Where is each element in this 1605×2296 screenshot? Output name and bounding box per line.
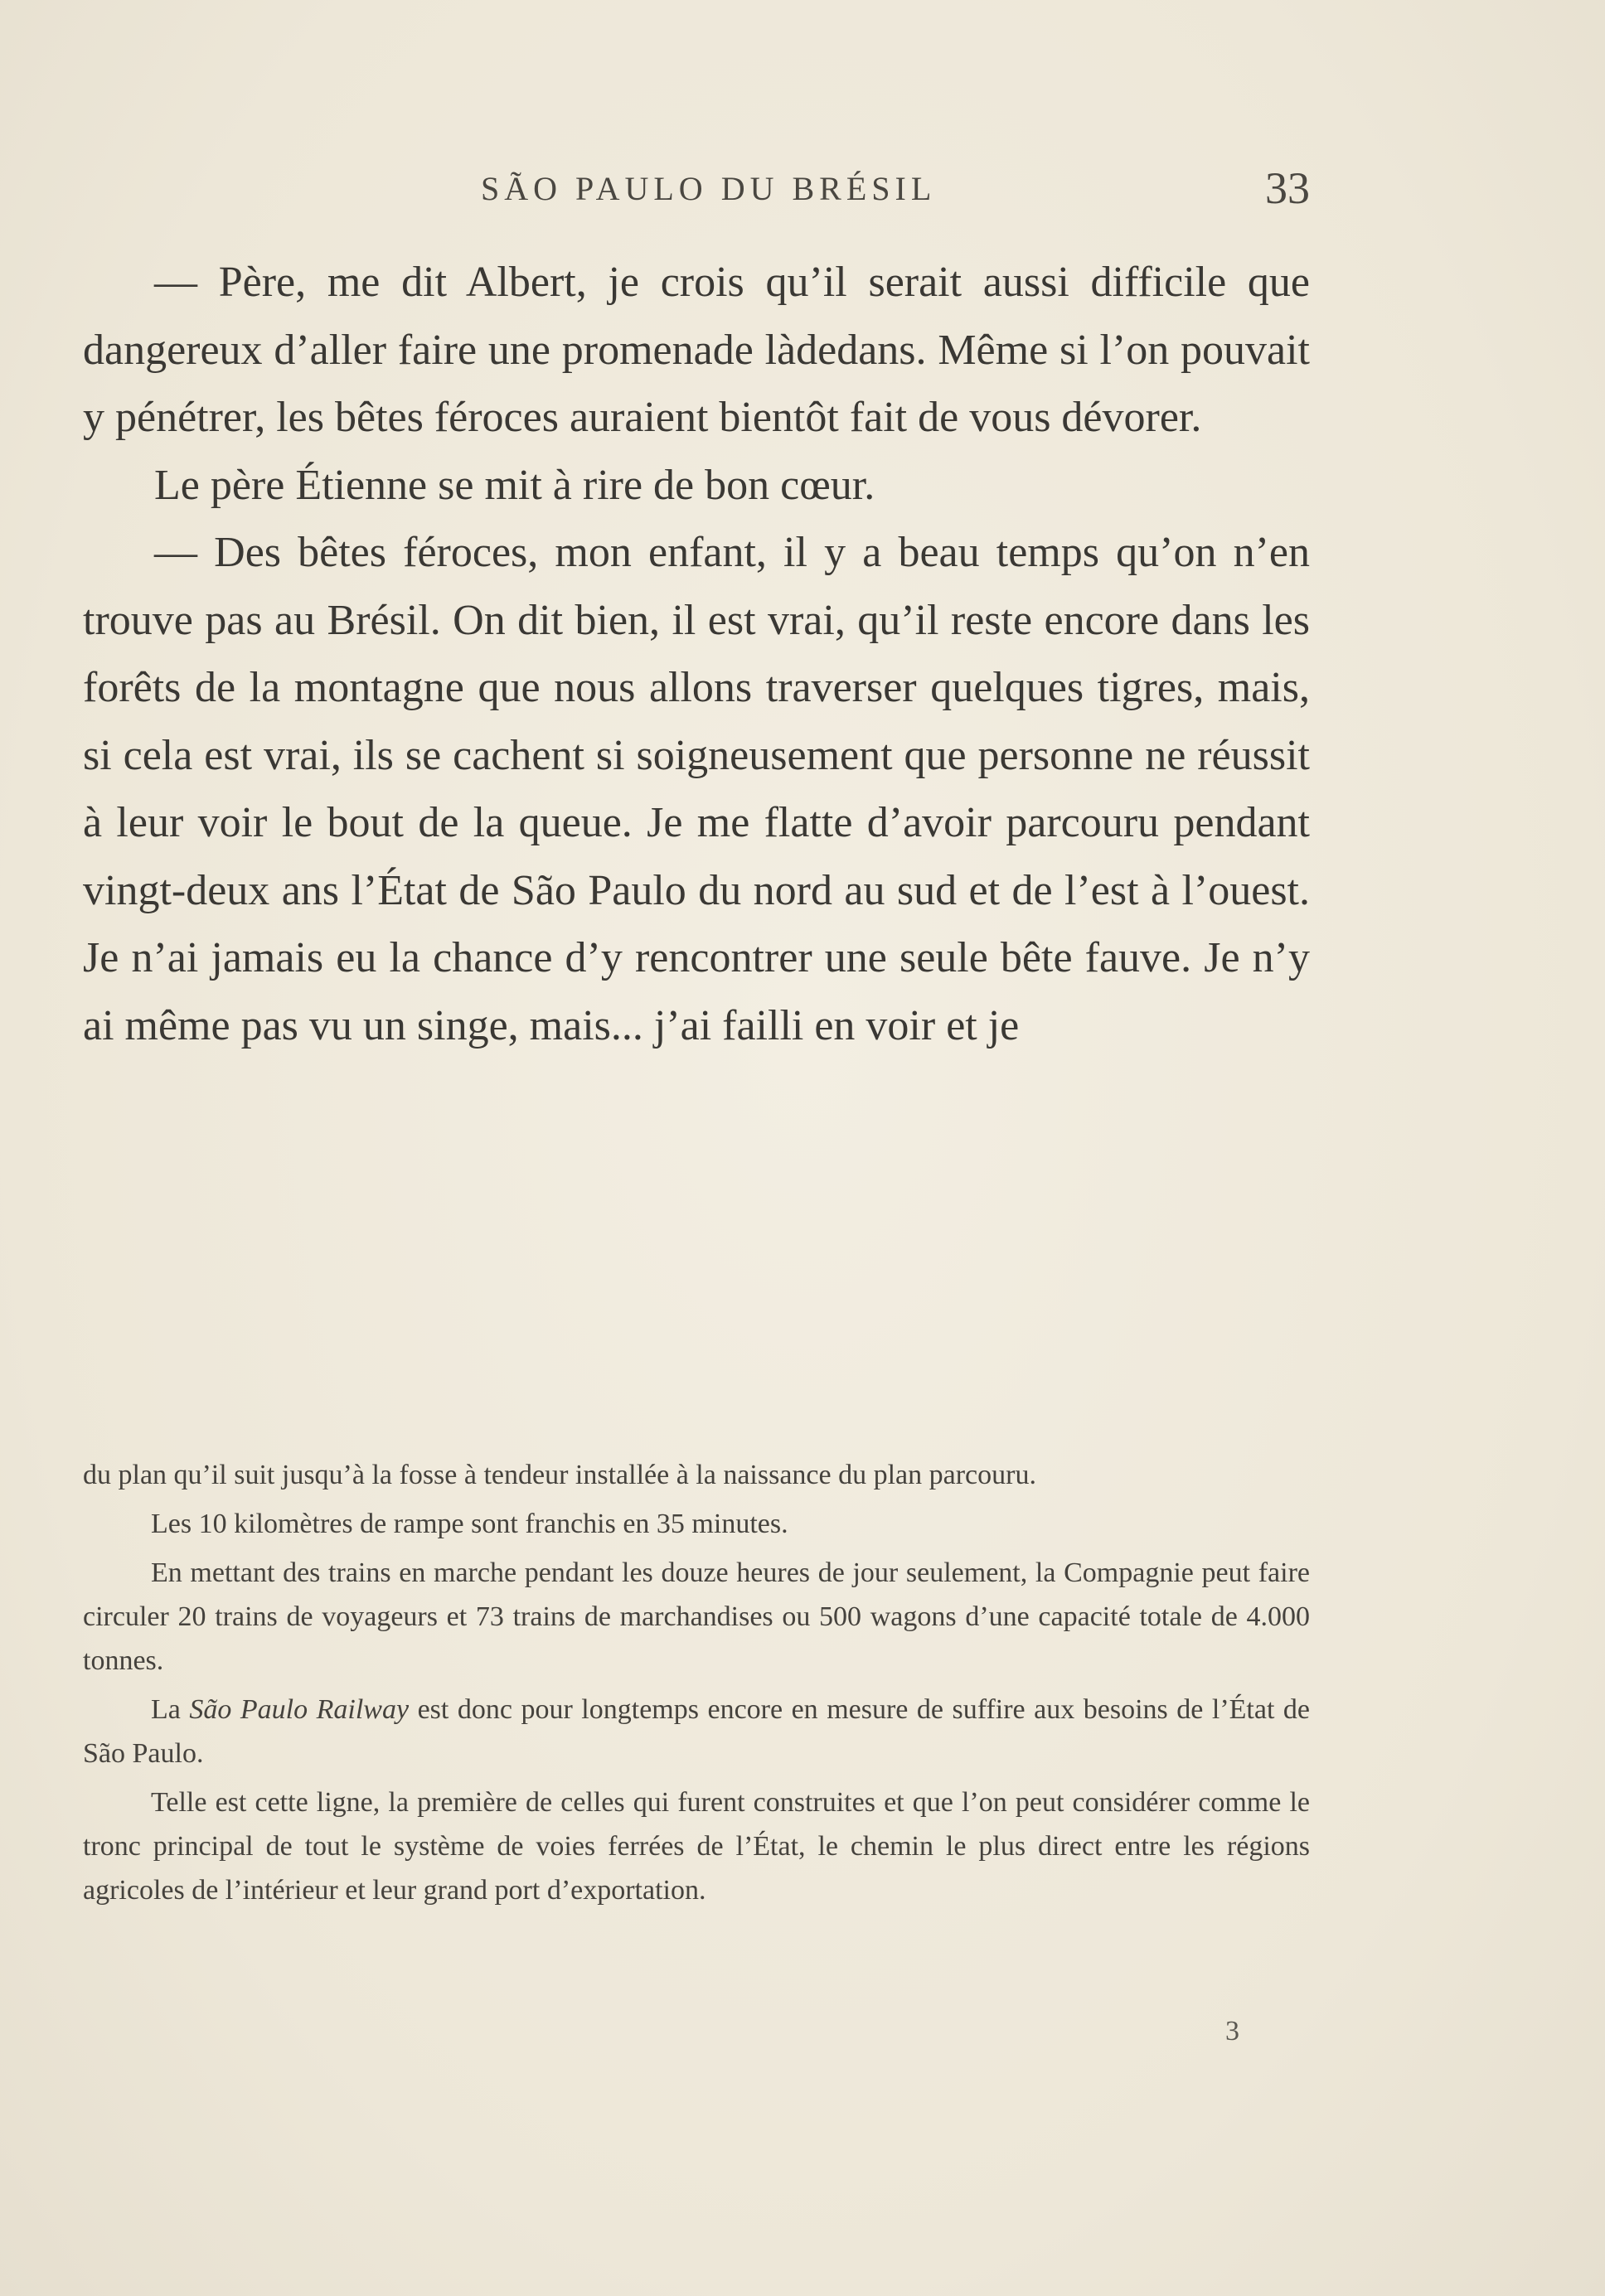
page-number: 33 xyxy=(1265,163,1310,213)
railway-suffix: est donc pour longtemps encore en mesure de suffire aux besoins de l’État de São Paulo. xyxy=(83,1694,1310,1769)
railway-name: São Paulo Railway xyxy=(189,1694,410,1725)
footnote-trains: En mettant des trains en marche pendant les douze heures de jour seulement, la Compagnie peut faire circuler 20 trains de voyageurs et 73 trains de marchandises ou 500 wagons d’une capacité totale de 4.000 tonnes. xyxy=(83,1557,1310,1676)
signature-mark: 3 xyxy=(1225,2016,1239,2047)
footnote-conclusion: Telle est cette ligne, la première de celles qui furent construites et que l’on peut considérer comme le tronc principal de tout le système de voies ferrées de l’État, le chemin le plus direct entre les régions agricoles de l’intérieur et leur grand port d’exportation. xyxy=(83,1787,1310,1906)
running-title: SÃO PAULO DU BRÉSIL xyxy=(481,170,937,207)
footnote-continuation: du plan qu’il suit jusqu’à la fosse à tendeur installée à la naissance du plan parcouru. xyxy=(83,1460,1036,1490)
footnote xyxy=(83,1453,1310,1917)
paragraph-pere-etienne-rit: Le père Étienne se mit à rire de bon cœur. xyxy=(154,461,875,509)
footnote-rampe: Les 10 kilomètres de rampe sont franchis en 35 minutes. xyxy=(151,1509,788,1539)
paragraph-betes-feroces: — Des bêtes féroces, mon enfant, il y a beau temps qu’on n’en trouve pas au Brésil. On dit bien, il est vrai, qu’il reste encore dans les forêts de la montagne que nous allons traverser quelques tigres, mais, si cela est vrai, ils se cachent si soigneusement que personne ne réussit à leur voir le bout de la queue. Je me flatte d’avoir parcouru pendant vingt-deux ans l’État de São Paulo du nord au sud et de l’est à l’ouest. Je n’ai jamais eu la chance d’y rencontrer une seule bête fauve. Je n’y ai même pas vu un singe, mais... j’ai failli en voir et je xyxy=(83,529,1310,1049)
paragraph-albert: — Père, me dit Albert, je crois qu’il serait aussi difficile que dangereux d’aller faire une promenade làdedans. Même si l’on pouvait y pénétrer, les bêtes féroces auraient bientôt fait de vous dévorer. xyxy=(83,259,1310,441)
railway-prefix: La xyxy=(151,1694,190,1725)
footnote-railway xyxy=(83,1688,1310,1775)
page-header xyxy=(83,162,1310,220)
main-text xyxy=(83,249,1310,1059)
